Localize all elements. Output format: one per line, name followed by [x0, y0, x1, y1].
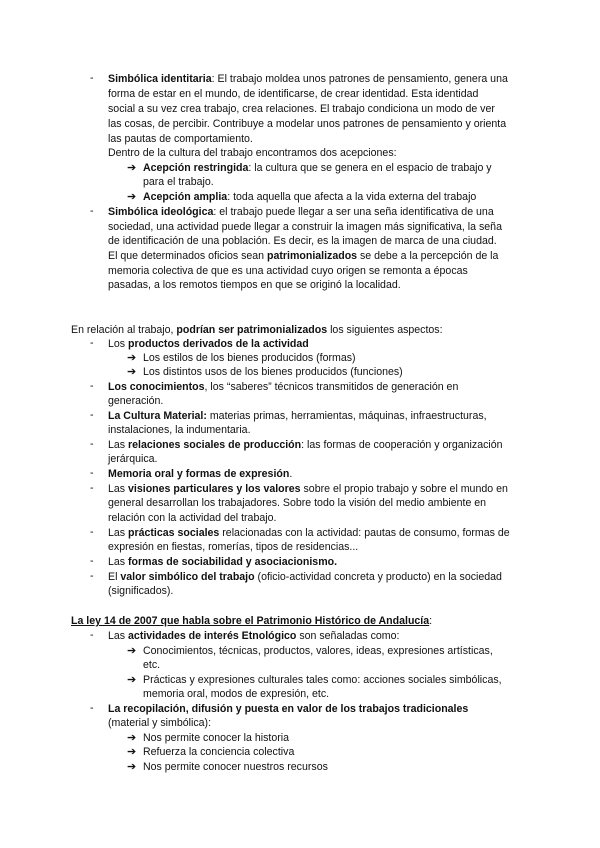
arrow-bullet-icon: ➔ [127, 732, 137, 744]
sim-ident-line-5: las pautas de comportamiento. [108, 133, 253, 145]
intro-paragraph: En relación al trabajo, podrían ser patrimonializados los siguientes aspectos: [71, 324, 443, 336]
aspect-memoria-oral: Memoria oral y formas de expresión. [108, 468, 293, 480]
aspect-practicas-cont: expresión en fiestas, romerías, tipos de residencias... [108, 541, 359, 553]
ley-act-sub-2: Prácticas y expresiones culturales tales como: acciones sociales simbólicas, [143, 674, 502, 686]
acepcion-restringida-cont: para el trabajo. [143, 176, 214, 188]
bullet-dash: - [90, 467, 94, 479]
ley-rec-sub-1: Nos permite conocer la historia [143, 732, 290, 744]
aspect-visiones-cont-1: general desarrollan los trabajadores. Sobre todo la visión del medio ambiente en [108, 497, 487, 509]
bullet-dash: - [90, 72, 94, 84]
arrow-bullet-icon: ➔ [127, 352, 137, 364]
arrow-bullet-icon: ➔ [127, 191, 137, 203]
acepcion-amplia: Acepción amplia: toda aquella que afecta a la vida externa del trabajo [143, 191, 477, 203]
aspect-relaciones: Las relaciones sociales de producción: las formas de cooperación y organización [108, 439, 503, 451]
ley-recopilacion-cont: (material y simbólica): [108, 717, 212, 729]
arrow-bullet-icon: ➔ [127, 645, 137, 657]
sim-ideo-line-6: pasadas, a los remotos tiempos en que se originó la localidad. [108, 279, 401, 291]
sim-ident-line-6: Dentro de la cultura del trabajo encontramos dos acepciones: [108, 147, 397, 159]
bullet-dash: - [90, 409, 94, 421]
acepcion-restringida: Acepción restringida: la cultura que se genera en el espacio de trabajo y [143, 162, 492, 174]
ley-act-sub-1: Conocimientos, técnicas, productos, valores, ideas, expresiones artísticas, [143, 645, 493, 657]
aspect-conocimientos-cont: generación. [108, 395, 164, 407]
aspect-cultura-material: La Cultura Material: materias primas, herramientas, máquinas, infraestructuras, [108, 410, 487, 422]
ley-act-sub-2-cont: memoria oral, modos de expresión, etc. [143, 688, 330, 700]
sim-ideo-line-3: de identificación de una población. Es decir, es la imagen de marca de una ciudad. [108, 235, 497, 247]
arrow-bullet-icon: ➔ [127, 366, 137, 378]
aspect-cultura-material-cont: instalaciones, la indumentaria. [108, 424, 251, 436]
aspect-visiones: Las visiones particulares y los valores sobre el propio trabajo y sobre el mundo en [108, 483, 508, 495]
bullet-dash: - [90, 555, 94, 567]
ley-actividades: Las actividades de interés Etnológico son señaladas como: [108, 630, 400, 642]
bullet-dash: - [90, 702, 94, 714]
aspect-formas-sociabilidad: Las formas de sociabilidad y asociacionismo. [108, 556, 338, 568]
aspect-practicas: Las prácticas sociales relacionadas con la actividad: pautas de consumo, formas de [108, 527, 510, 539]
ley-rec-sub-3: Nos permite conocer nuestros recursos [143, 761, 328, 773]
sim-ident-line-2: forma de estar en el mundo, de identificarse, de crear identidad. Esta identidad [108, 88, 479, 100]
bullet-dash: - [90, 526, 94, 538]
ley-recopilacion: La recopilación, difusión y puesta en valor de los trabajos tradicionales [108, 703, 469, 715]
bullet-dash: - [90, 337, 94, 349]
sim-ideo-line-1: Simbólica ideológica: el trabajo puede llegar a ser una seña identificativa de una [108, 206, 494, 218]
ley-heading: La ley 14 de 2007 que habla sobre el Patrimonio Histórico de Andalucía: [71, 615, 433, 627]
ley-act-sub-1-cont: etc. [143, 659, 161, 671]
sim-ident-line-4: las cosas, de percibir. Contribuye a modelar unos patrones de pensamiento y orienta [108, 118, 507, 130]
bullet-dash: - [90, 205, 94, 217]
aspect-valor-simbolico-cont: (significados). [108, 585, 174, 597]
aspect-visiones-cont-2: relación con la actividad del trabajo. [108, 512, 277, 524]
bullet-dash: - [90, 438, 94, 450]
sim-ident-line-3: social a su vez crea trabajo, crea relaciones. El trabajo condiciona un modo de ver [108, 103, 495, 115]
aspect-productos: Los productos derivados de la actividad [108, 338, 309, 350]
bullet-dash: - [90, 380, 94, 392]
sim-ident-line-1: Simbólica identitaria: El trabajo moldea unos patrones de pensamiento, genera una [108, 73, 508, 85]
bullet-dash: - [90, 629, 94, 641]
aspect-conocimientos: Los conocimientos, los “saberes” técnicos transmitidos de generación en [108, 381, 459, 393]
arrow-bullet-icon: ➔ [127, 746, 137, 758]
ley-rec-sub-2: Refuerza la conciencia colectiva [143, 746, 295, 758]
aspect-relaciones-cont: jerárquica. [108, 453, 158, 465]
sim-ideo-line-4: El que determinados oficios sean patrimonializados se debe a la percepción de la [108, 250, 499, 262]
sim-ideo-line-2: sociedad, una actividad puede llegar a construir la imagen más significativa, la seña [108, 221, 502, 233]
bullet-dash: - [90, 482, 94, 494]
arrow-bullet-icon: ➔ [127, 761, 137, 773]
arrow-bullet-icon: ➔ [127, 674, 137, 686]
aspect-valor-simbolico: El valor simbólico del trabajo (oficio-actividad concreta y producto) en la sociedad [108, 571, 502, 583]
arrow-bullet-icon: ➔ [127, 162, 137, 174]
productos-sub-2: Los distintos usos de los bienes producidos (funciones) [143, 366, 403, 378]
productos-sub-1: Los estilos de los bienes producidos (formas) [143, 352, 356, 364]
bullet-dash: - [90, 570, 94, 582]
sim-ideo-line-5: memoria colectiva de que es una actividad cuyo origen se remonta a épocas [108, 265, 468, 277]
